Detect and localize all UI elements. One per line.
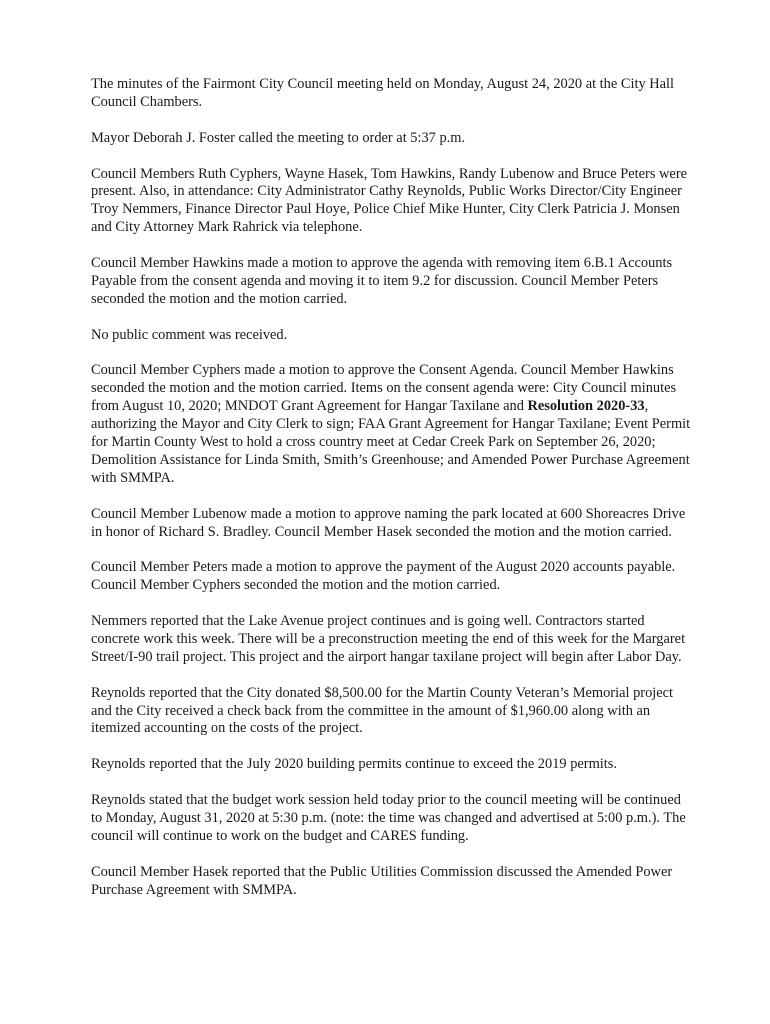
minutes-document bbox=[91, 76, 691, 900]
paragraph-text: Reynolds reported that the July 2020 building permits continue to exceed the 2019 permits. bbox=[91, 756, 617, 773]
paragraph-text: Council Member Hawkins made a motion to approve the agenda with removing item 6.B.1 Accounts Payable from the consent agenda and moving it to item 9.2 for discussion. Council Member Peters seconded the motion and the motion carried. bbox=[91, 255, 673, 307]
resolution-reference: Resolution 2020-33 bbox=[527, 398, 645, 415]
paragraph-text: No public comment was received. bbox=[91, 326, 288, 343]
minutes-paragraph bbox=[91, 559, 691, 595]
paragraph-text: Nemmers reported that the Lake Avenue project continues and is going well. Contractors started concrete work this week. There will be a preconstruction meeting the end of this week for the Margaret Street/I-90 trail project. This project and the airport hangar taxilane project will begin after Labor Day. bbox=[91, 613, 686, 665]
minutes-paragraph bbox=[91, 756, 691, 774]
minutes-paragraph bbox=[91, 166, 691, 238]
paragraph-text: Council Member Lubenow made a motion to approve naming the park located at 600 Shoreacres Drive in honor of Richard S. Bradley. Council Member Hasek seconded the motion and the motion carried. bbox=[91, 505, 686, 540]
minutes-paragraph bbox=[91, 76, 691, 112]
minutes-paragraph bbox=[91, 613, 691, 667]
minutes-paragraph bbox=[91, 130, 691, 148]
minutes-paragraph bbox=[91, 362, 691, 487]
paragraph-text: The minutes of the Fairmont City Council meeting held on Monday, August 24, 2020 at the City Hall Council Chambers. bbox=[91, 76, 675, 110]
paragraph-text: Council Member Peters made a motion to approve the payment of the August 2020 accounts payable. Council Member Cyphers seconded the motion and the motion carried. bbox=[91, 559, 676, 594]
minutes-paragraph bbox=[91, 864, 691, 900]
minutes-paragraph bbox=[91, 327, 691, 345]
minutes-body bbox=[91, 76, 691, 900]
paragraph-text: , authorizing the Mayor and City Clerk to sign; FAA Grant Agreement for Hangar Taxilane; Event Permit for Martin County West to hold a cross country meet at Cedar Creek Park on September 26, 2020; Demolition Assistance for Linda Smith, Smith’s Greenhouse; and Amended Power Purchase Agreement with SMMPA. bbox=[91, 398, 691, 486]
minutes-paragraph bbox=[91, 255, 691, 309]
paragraph-text: Reynolds stated that the budget work session held today prior to the council meeting will be continued to Monday, August 31, 2020 at 5:30 p.m. (note: the time was changed and advertised at 5:00 p.m.). The council will continue to work on the budget and CARES funding. bbox=[91, 792, 686, 844]
minutes-paragraph bbox=[91, 685, 691, 739]
paragraph-text: Council Member Cyphers made a motion to approve the Consent Agenda. Council Member Hawkins seconded the motion and the motion carried. Items on the consent agenda were: City Council minutes from August 10, 2020; MNDOT Grant Agreement for Hangar Taxilane and bbox=[91, 362, 677, 415]
minutes-paragraph bbox=[91, 792, 691, 846]
paragraph-text: Council Member Hasek reported that the Public Utilities Commission discussed the Amended Power Purchase Agreement with SMMPA. bbox=[91, 863, 673, 898]
paragraph-text: Council Members Ruth Cyphers, Wayne Hasek, Tom Hawkins, Randy Lubenow and Bruce Peters were present. Also, in attendance: City Administrator Cathy Reynolds, Public Works Director/City Engineer Troy Nemmers, Finance Director Paul Hoye, Police Chief Mike Hunter, City Clerk Patricia J. Monsen and City Attorney Mark Rahrick via telephone. bbox=[91, 165, 687, 236]
minutes-paragraph bbox=[91, 506, 691, 542]
paragraph-text: Reynolds reported that the City donated $8,500.00 for the Martin County Veteran’s Memorial project and the City received a check back from the committee in the amount of $1,960.00 along with an itemized accounting on the costs of the project. bbox=[91, 684, 674, 737]
paragraph-text: Mayor Deborah J. Foster called the meeting to order at 5:37 p.m. bbox=[91, 129, 466, 146]
